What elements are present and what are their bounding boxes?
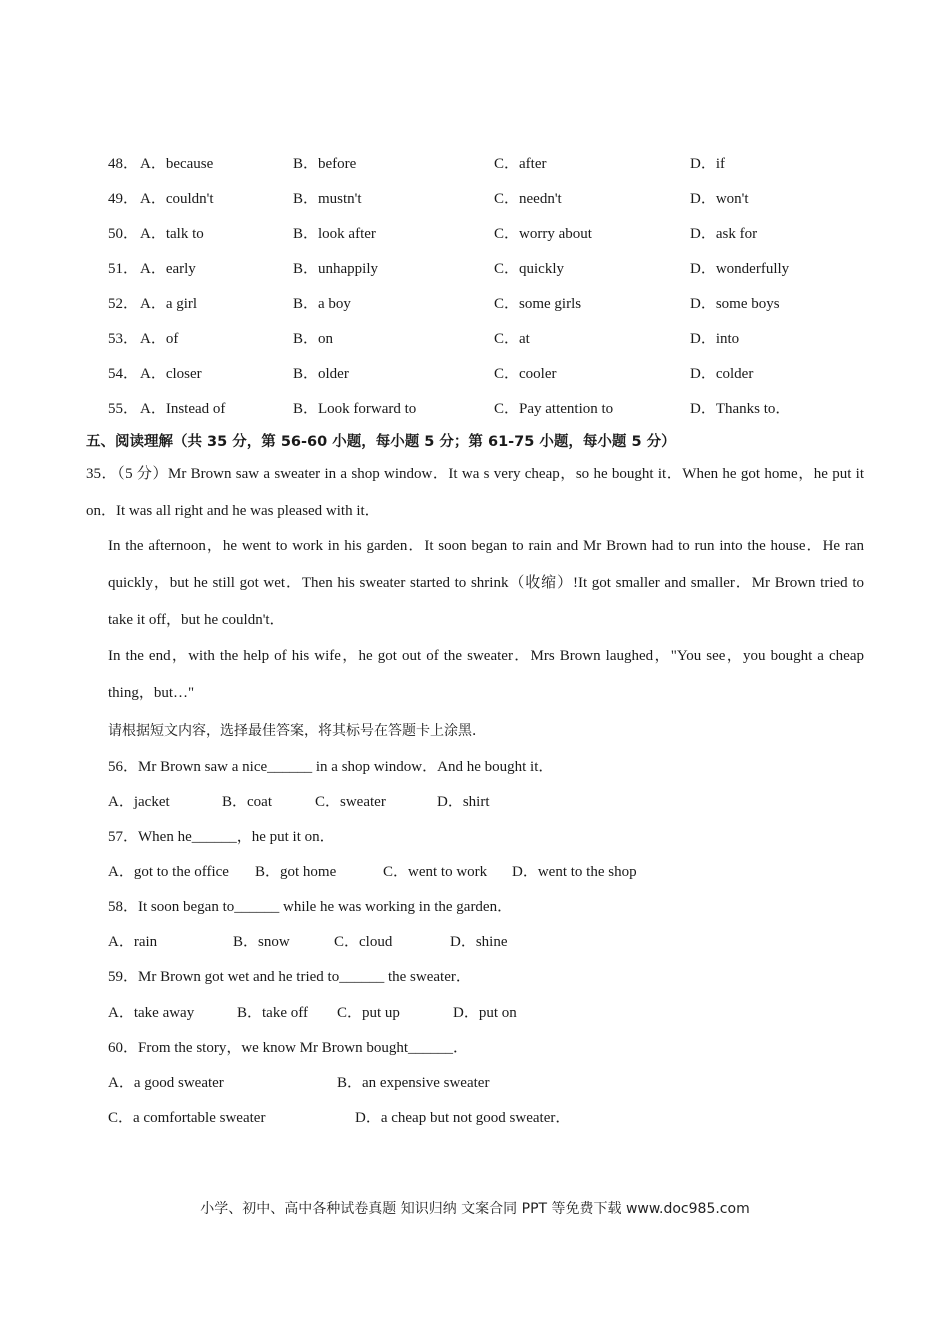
footer-advertisement: 小学、初中、高中各种试卷真题 知识归纳 文案合同 PPT 等免费下载 www.doc985.com (200, 1201, 750, 1217)
question-60-option-a[interactable]: A．a good sweater (108, 1075, 224, 1091)
cloze-option-b[interactable]: B．mustn't (293, 191, 362, 207)
passage-paragraph-1: 35．（5 分）Mr Brown saw a sweater in a shop window．It wa s very cheap，so he bought it．When he got home，he put it on．It was all right and he was pleased with it． (86, 466, 864, 519)
question-57-option-d[interactable]: D．went to the shop (512, 864, 637, 880)
question-60-stem: 60．From the story，we know Mr Brown bought______． (108, 1040, 468, 1056)
question-59-option-c[interactable]: C．put up (337, 1005, 400, 1021)
cloze-option-d[interactable]: D．won't (690, 191, 749, 207)
cloze-option-d[interactable]: D．some boys (690, 296, 780, 312)
cloze-question-number: 53． (108, 331, 139, 347)
cloze-option-c[interactable]: C．quickly (494, 261, 564, 277)
cloze-option-c[interactable]: C．Pay attention to (494, 401, 614, 417)
question-56-option-b[interactable]: B．coat (222, 794, 272, 810)
cloze-option-b[interactable]: B．a boy (293, 296, 351, 312)
cloze-option-a[interactable]: A．talk to (140, 226, 204, 242)
question-60-option-d[interactable]: D．a cheap but not good sweater． (355, 1110, 571, 1126)
cloze-option-d[interactable]: D．colder (690, 366, 754, 382)
cloze-option-c[interactable]: C．needn't (494, 191, 562, 207)
question-58-option-d[interactable]: D．shine (450, 934, 508, 950)
question-59-option-b[interactable]: B．take off (237, 1005, 308, 1021)
cloze-option-d[interactable]: D．ask for (690, 226, 758, 242)
instruction-text: 请根据短文内容，选择最佳答案，将其标号在答题卡上涂黑． (108, 723, 486, 739)
question-58-option-b[interactable]: B．snow (233, 934, 290, 950)
cloze-option-a[interactable]: A．Instead of (140, 401, 226, 417)
cloze-option-c[interactable]: C．cooler (494, 366, 557, 382)
cloze-question-number: 50． (108, 226, 139, 242)
question-56-stem: 56．Mr Brown saw a nice______ in a shop window．And he bought it． (108, 759, 554, 775)
passage-paragraph-3: In the end，with the help of his wife，he got out of the sweater．Mrs Brown laughed，"You see，you bought a cheap thing，but…" (108, 648, 864, 701)
cloze-option-a[interactable]: A．of (140, 331, 179, 347)
cloze-option-a[interactable]: A．early (140, 261, 196, 277)
question-58-option-a[interactable]: A．rain (108, 934, 158, 950)
cloze-option-c[interactable]: C．after (494, 156, 547, 172)
section-heading: 五、阅读理解（共 35 分，第 56-60 小题，每小题 5 分；第 61-75 小题，每小题 5 分） (86, 434, 676, 450)
question-59-option-d[interactable]: D．put on (453, 1005, 517, 1021)
question-58-stem: 58．It soon began to______ while he was working in the garden． (108, 899, 513, 915)
cloze-option-d[interactable]: D．into (690, 331, 740, 347)
cloze-option-c[interactable]: C．worry about (494, 226, 592, 242)
cloze-option-c[interactable]: C．some girls (494, 296, 582, 312)
cloze-option-b[interactable]: B．before (293, 156, 357, 172)
question-60-option-c[interactable]: C．a comfortable sweater (108, 1110, 266, 1126)
question-60-option-b[interactable]: B．an expensive sweater (337, 1075, 490, 1091)
cloze-question-number: 51． (108, 261, 139, 277)
cloze-option-b[interactable]: B．older (293, 366, 349, 382)
question-57-option-b[interactable]: B．got home (255, 864, 337, 880)
question-57-stem: 57．When he______，he put it on． (108, 829, 335, 845)
cloze-option-a[interactable]: A．a girl (140, 296, 198, 312)
question-56-option-a[interactable]: A．jacket (108, 794, 170, 810)
question-57-option-a[interactable]: A．got to the office (108, 864, 229, 880)
cloze-option-b[interactable]: B．unhappily (293, 261, 378, 277)
cloze-option-b[interactable]: B．on (293, 331, 334, 347)
cloze-option-a[interactable]: A．closer (140, 366, 202, 382)
question-59-option-a[interactable]: A．take away (108, 1005, 195, 1021)
cloze-question-number: 54． (108, 366, 139, 382)
cloze-option-a[interactable]: A．because (140, 156, 214, 172)
cloze-question-number: 49． (108, 191, 139, 207)
cloze-option-b[interactable]: B．look after (293, 226, 376, 242)
question-56-option-c[interactable]: C．sweater (315, 794, 386, 810)
question-57-option-c[interactable]: C．went to work (383, 864, 488, 880)
cloze-option-c[interactable]: C．at (494, 331, 530, 347)
cloze-option-b[interactable]: B．Look forward to (293, 401, 417, 417)
cloze-question-number: 52． (108, 296, 139, 312)
cloze-option-d[interactable]: D．if (690, 156, 725, 172)
question-58-option-c[interactable]: C．cloud (334, 934, 393, 950)
cloze-option-d[interactable]: D．Thanks to． (690, 401, 791, 417)
cloze-question-number: 55． (108, 401, 139, 417)
cloze-option-a[interactable]: A．couldn't (140, 191, 214, 207)
question-59-stem: 59．Mr Brown got wet and he tried to______ the sweater． (108, 969, 471, 985)
cloze-option-d[interactable]: D．wonderfully (690, 261, 790, 277)
question-56-option-d[interactable]: D．shirt (437, 794, 490, 810)
passage-paragraph-2: In the afternoon，he went to work in his garden．It soon began to rain and Mr Brown had to run into the house．He ran quickly，but he still got wet．Then his sweater started to shrink（收缩）!It got smaller and smaller．Mr Brown tried to take it off，but he couldn't． (108, 538, 864, 628)
cloze-question-number: 48． (108, 156, 139, 172)
